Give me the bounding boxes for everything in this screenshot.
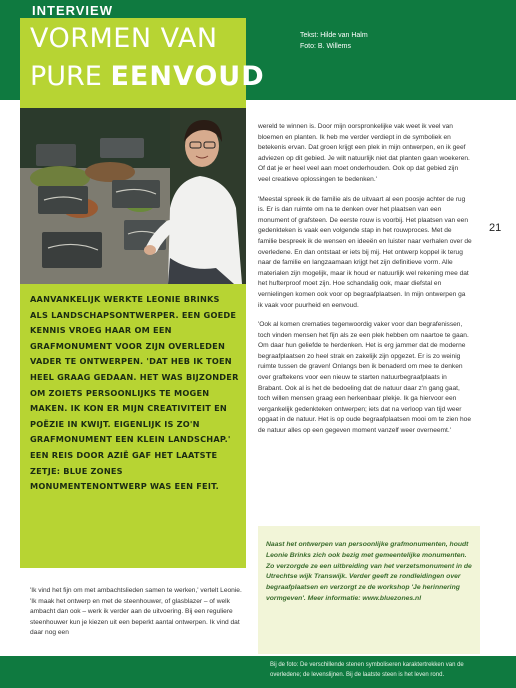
sidebar-text: Naast het ontwerpen van persoonlijke grafmonumenten, houdt Leonie Brinks zich ook bezig met gemeentelijke monumenten. Zo verzorgde ze een uitbreiding van het verzetsmonument in de Utrechtse wijk Transwijk. Verder geeft ze rondleidingen over begraafplaatsen en verzorgt ze de workshop 'Je herinnering vormgeven'. Meer informatie: www.bluezones.nl (266, 541, 472, 602)
title-light-word: PURE (30, 61, 111, 92)
body-paragraph: 'Ook al komen crematies tegenwoordig vaker voor dan begrafenissen, toch vinden mensen het fijn als ze een plek hebben om naartoe te gaan. Om daar hun geliefde te herdenken. Het is erg jammer dat de moderne begraafplaatsen zo heel strak en zakelijk zijn opgezet. Er is zo weinig ruimte tussen de graven! Onlangs ben ik benaderd om mee te denken over graftekens voor een nieuw te starten natuurbegraafplaats in Brabant. Ook al is het de bedoeling dat de natuur daar z'n gang gaat, toch willen mensen graag een herkenbaar plekje. Ik ga hiervoor een vergankelijk gedenkteken ontwerpen; iets dat na verloop van tijd weer opgaat in de natuur. Het is op oude begraafplaatsen mooi om te zien hoe de natuur alles op een gegeven moment vanzelf weer overneemt.' (258, 321, 471, 435)
body-left-paragraph: 'Ik vind het fijn om met ambachtslieden samen te werken,' vertelt Leonie. 'Ik maak het ontwerp en met de steenhouwer, of glasblazer – of welk ambacht dan ook – werk ik verder aan de uitvoering. Bij een reguliere steenhouwer kun je kiezen uit een beperkt aantal ontwerpen. Ik vind dat daar nog een (30, 587, 242, 637)
credit-photo: Foto: B. Willems (300, 43, 351, 50)
lead-paragraph: AANVANKELIJK WERKTE LEONIE BRINKS ALS LANDSCHAPSONTWERPER. EEN GOEDE KENNIS VROEG HAAR OM EEN GRAFMONUMENT VOOR ZIJN OVERLEDEN VADER TE ONTWERPEN. 'DAT HEB IK TOEN HEEL GRAAG GEDAAN. HET WAS BIJZONDER OM ZOIETS PERSOONLIJKS TE MOGEN MAKEN. IK KON ER MIJN CREATIVITEIT EN POËZIE IN KWIJT. EIGENLIJK IS ZO'N GRAFMONUMENT EEN KLEIN LANDSCHAP.' EEN REIS DOOR AZIË GAF HET LAATSTE ZETJE: BLUE ZONES MONUMENTENONTWERP WAS EEN FEIT. (30, 294, 239, 492)
page-number: 21 (489, 222, 502, 234)
body-paragraph: 'Meestal spreek ik de familie als de uitvaart al een poosje achter de rug is. Er is dan ruimte om na te denken over het plaatsen van een monument of grafsteen. De eerste rouw is voorbij. Het plaatsen van een gedenkteken is vaak een volgende stap in het rouwproces. Met de familie bespreek ik de wensen en ideeën en luister naar verhalen over de overledene. En dan ontstaat er iets bij mij. Het ontwerp koppel ik terug naar de familie en langzaamaan krijgt het zijn definitieve vorm. Alle materialen zijn mogelijk, maar ik houd er natuurlijk wel rekening mee dat het hufterproof moet zijn. Hoe schandalig ook, maar diefstal en vernielingen komen ook voor op begraafplaatsen. In mijn ontwerpen ga ik vaak voor puurheid en eenvoud. (258, 195, 472, 309)
title-line-2 (30, 60, 265, 94)
section-label: INTERVIEW (32, 3, 113, 18)
credits (300, 30, 368, 52)
title-line-1: VORMEN VAN (30, 23, 218, 54)
body-paragraph: wereld te winnen is. Door mijn oorspronkelijke vak weet ik veel van bloemen en planten. Ik heb me verder verdiept in de symboliek en betekenis ervan. Dat groen krijgt een plek in mijn ontwerpen, en ik geef adviezen op dit gebied. Je wilt natuurlijk niet dat planten gaan woekeren. Of dat je er heel veel aan moet onderhouden. Ook op dat gebied zijn veel creatieve oplossingen te bedenken.' (258, 123, 470, 183)
portrait-photo (20, 108, 246, 284)
credit-text: Tekst: Hilde van Halm (300, 32, 368, 39)
title-bold-word: EENVOUD (110, 61, 265, 92)
body-right-column (258, 122, 472, 446)
photo-caption: Bij de foto: De verschillende stenen symboliseren karaktertrekken van de overledene; de levenslijnen. Bij de laatste steen is het leven rond. (270, 662, 464, 678)
